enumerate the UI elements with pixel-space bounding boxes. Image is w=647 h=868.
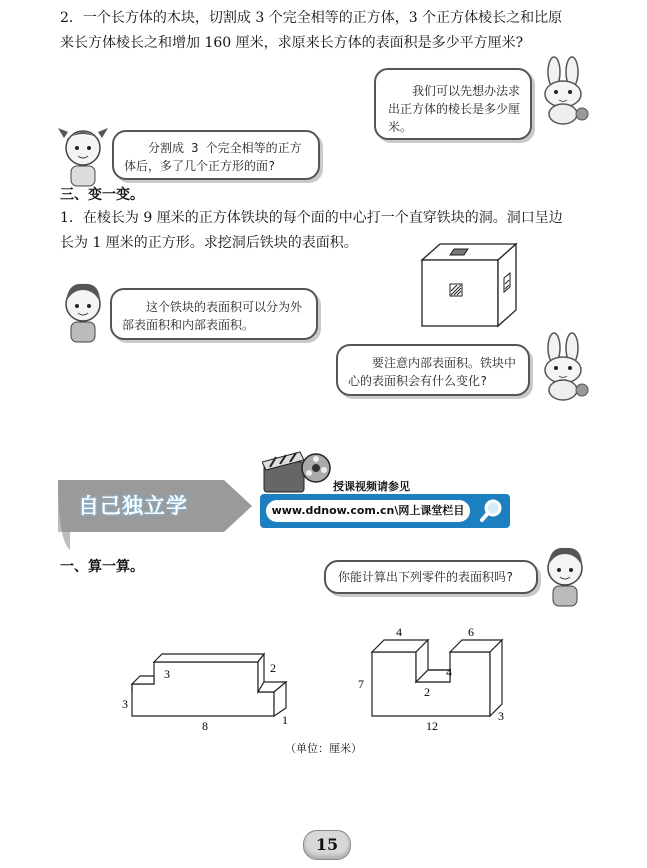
rabbit-hint-1: 我们可以先想办法求出正方体的棱长是多少厘米。 xyxy=(388,84,521,134)
rabbit-speech-bubble-2 xyxy=(336,344,530,396)
rabbit-icon-2 xyxy=(536,332,592,406)
figure1-label-2: 2 xyxy=(270,661,276,675)
film-camera-icon xyxy=(262,448,332,500)
figure2-label-2: 2 xyxy=(424,685,430,699)
problem-2 xyxy=(60,6,640,56)
figure1-label-3-left: 3 xyxy=(122,697,128,711)
magnifier-icon[interactable] xyxy=(478,497,506,529)
step-block-figure xyxy=(118,644,298,734)
video-note: 授课视频请参见 xyxy=(333,480,410,493)
section-3-title: 三、变一变。 xyxy=(60,187,144,203)
boy-hint-1: 这个铁块的表面积可以分为外部表面积和内部表面积。 xyxy=(122,300,303,332)
banner-title: 自己独立学 xyxy=(78,494,188,518)
girl-speech-bubble xyxy=(112,130,320,180)
unit-note-text: （单位：厘米） xyxy=(285,742,362,755)
figure1-label-3-top: 3 xyxy=(164,667,170,681)
cube-with-holes-figure xyxy=(418,240,518,332)
figure2-label-7: 7 xyxy=(358,677,364,691)
problem-2-line-1: 2．一个长方体的木块，切割成 3 个完全相等的正方体，3 个正方体棱长之和比原 xyxy=(60,10,563,26)
section-3-problem-1 xyxy=(60,206,640,256)
boy-speech-bubble-1 xyxy=(110,288,318,340)
figure1-label-1: 1 xyxy=(282,713,288,727)
figure2-label-4-top: 4 xyxy=(396,625,402,639)
girl-hint: 分割成 3 个完全相等的正方体后，多了几个正方形的面? xyxy=(124,141,302,173)
problem-2-line-2: 来长方体棱长之和增加 160 厘米，求原来长方体的表面积是多少平方厘米? xyxy=(60,35,524,51)
section-3-line-1: 1．在棱长为 9 厘米的正方体铁块的每个面的中心打一个直穿铁块的洞。洞口呈边 xyxy=(60,210,563,226)
figure1-label-8: 8 xyxy=(202,719,208,733)
figure2-label-4-mid: 4 xyxy=(446,665,452,679)
boy-icon-2 xyxy=(540,540,590,614)
rabbit-hint-2: 要注意内部表面积。铁块中心的表面积会有什么变化? xyxy=(348,356,517,388)
unit-note xyxy=(0,740,647,756)
figure2-label-3: 3 xyxy=(498,709,504,723)
boy-speech-bubble-2 xyxy=(324,560,538,594)
boy-icon xyxy=(58,276,108,350)
rabbit-icon xyxy=(536,56,592,130)
figure2-label-12: 12 xyxy=(426,719,438,733)
rabbit-speech-bubble-1 xyxy=(374,68,532,140)
boy-hint-2: 你能计算出下列零件的表面积吗? xyxy=(338,570,514,584)
u-block-figure xyxy=(354,624,514,736)
url-link[interactable]: www.ddnow.com.cn\网上课堂栏目 xyxy=(266,500,470,522)
page-number: 15 xyxy=(303,830,351,860)
section-1-title: 一、算一算。 xyxy=(60,559,144,575)
girl-icon xyxy=(58,120,108,194)
figure2-label-6: 6 xyxy=(468,625,474,639)
section-3-line-2: 长为 1 厘米的正方形。求挖洞后铁块的表面积。 xyxy=(60,235,358,251)
